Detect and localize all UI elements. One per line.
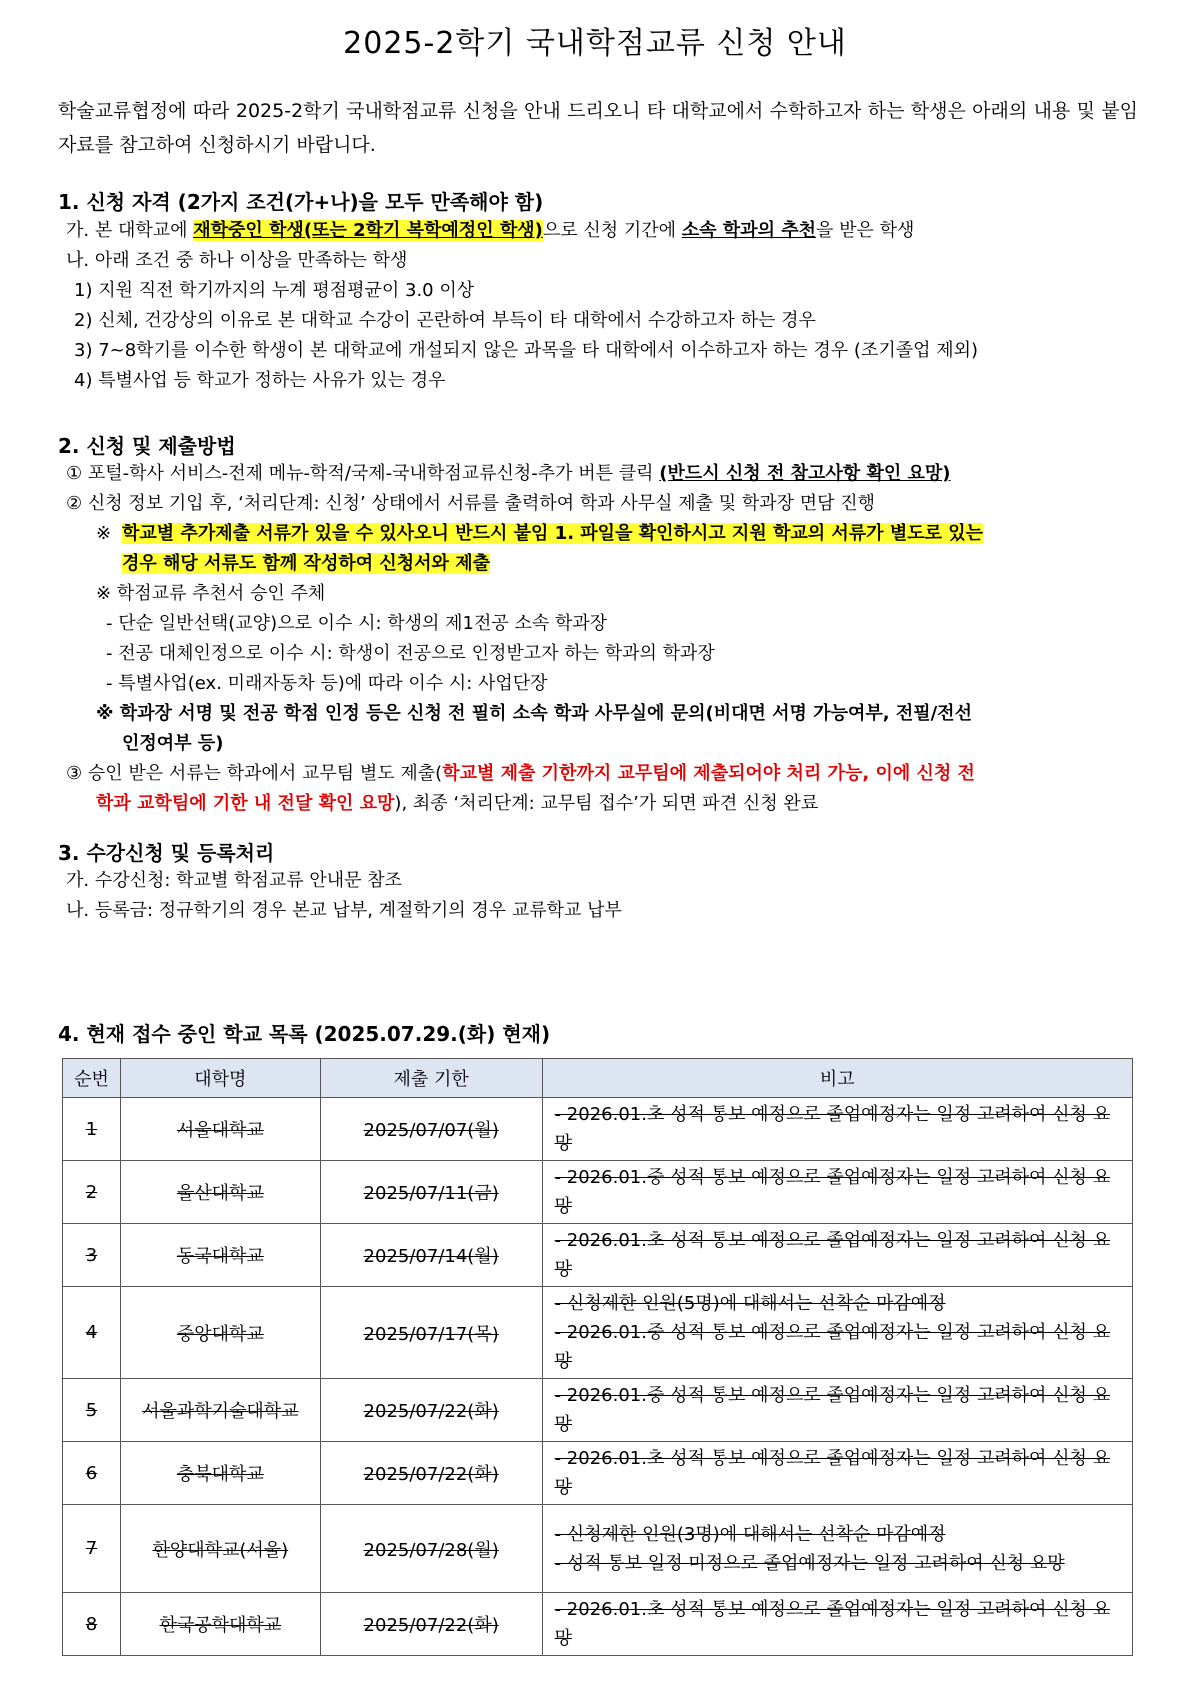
s2-approver-3: - 특별사업(ex. 미래자동차 등)에 따라 이수 시: 사업단장 [106,673,548,694]
school-name: 서울과학기술대학교 [120,1379,320,1442]
section-3-heading: 3. 수강신청 및 등록처리 [58,841,275,865]
section-4-heading: 4. 현재 접수 중인 학교 목록 (2025.07.29.(화) 현재) [58,1022,551,1046]
s1-ga-underline: 소속 학과의 추천 [681,220,816,241]
s3-item-na: 나. 등록금: 정규학기의 경우 본교 납부, 계절학기의 경우 교류학교 납부 [66,900,622,921]
s2-note-1-highlight-1: 학교별 추가제출 서류가 있을 수 있사오니 반드시 붙임 1. 파일을 확인하시고 지원 학교의 서류가 별도로 있는 [122,523,984,544]
school-note-line: - 2026.01.초 성적 통보 예정으로 졸업예정자는 일정 고려하여 신청 요망 [554,1448,1111,1498]
school-note-line: - 2026.01.중 성적 통보 예정으로 졸업예정자는 일정 고려하여 신청 요망 [554,1385,1111,1435]
school-notes [542,1161,1132,1224]
school-name: 동국대학교 [120,1224,320,1287]
school-note-line: - 2026.01.초 성적 통보 예정으로 졸업예정자는 일정 고려하여 신청 요망 [554,1599,1111,1649]
school-no: 6 [63,1442,121,1505]
s2-step-1-emphasis: (반드시 신청 전 참고사항 확인 요망) [659,463,951,484]
school-name: 충북대학교 [120,1442,320,1505]
school-name: 중앙대학교 [120,1287,320,1379]
school-deadline: 2025/07/28(월) [320,1505,542,1593]
s1-item-ga [66,219,914,243]
s1-condition-2: 2) 신체, 건강상의 이유로 본 대학교 수강이 곤란하여 부득이 타 대학에서 수강하고자 하는 경우 [74,310,816,331]
school-notes [542,1287,1132,1379]
school-note-line: - 2026.01.초 성적 통보 예정으로 졸업예정자는 일정 고려하여 신청 요망 [554,1104,1111,1154]
s2-note-3-line-2: 인정여부 등) [122,733,224,754]
school-no: 3 [63,1224,121,1287]
section-2-heading: 2. 신청 및 제출방법 [58,434,236,458]
school-name: 한양대학교(서울) [120,1505,320,1593]
s2-step-2: ② 신청 정보 기입 후, ‘처리단계: 신청’ 상태에서 서류를 출력하여 학과 사무실 제출 및 학과장 면담 진행 [66,493,876,514]
s1-condition-3: 3) 7~8학기를 이수한 학생이 본 대학교에 개설되지 않은 과목을 타 대학에서 이수하고자 하는 경우 (조기졸업 제외) [74,340,979,361]
school-name: 서울대학교 [120,1098,320,1161]
header-deadline: 제출 기한 [320,1059,542,1098]
table-header-row [63,1059,1133,1098]
s3-item-ga: 가. 수강신청: 학교별 학점교류 안내문 참조 [66,870,402,891]
school-table [62,1058,1133,1656]
s1-ga-text-a: 가. 본 대학교에 [66,220,194,241]
s2-step-3-text-a: ③ 승인 받은 서류는 학과에서 교무팀 별도 제출( [66,763,443,784]
s1-condition-1: 1) 지원 직전 학기까지의 누계 평점평균이 3.0 이상 [74,280,475,301]
school-note-line: - 성적 통보 일정 미정으로 졸업예정자는 일정 고려하여 신청 요망 [554,1552,1065,1574]
s2-note-1-mark: ※ [96,523,112,544]
school-no: 7 [63,1505,121,1593]
s2-approver-1: - 단순 일반선택(교양)으로 이수 시: 학생의 제1전공 소속 학과장 [106,613,608,634]
s2-step-3-red-1: 학교별 제출 기한까지 교무팀에 제출되어야 처리 가능, 이에 신청 전 [442,763,975,784]
table-row [63,1098,1133,1161]
school-no: 5 [63,1379,121,1442]
intro-paragraph: 학술교류협정에 따라 2025-2학기 국내학점교류 신청을 안내 드리오니 타 대학교에서 수학하고자 하는 학생은 아래의 내용 및 붙임 자료를 참고하여 신청하시기 바랍니다. [58,100,1138,156]
s2-note-2: ※ 학점교류 추천서 승인 주체 [96,583,326,604]
s2-step-3-text-b: ), 최종 ‘처리단계: 교무팀 접수’가 되면 파견 신청 완료 [394,793,819,814]
school-note-line: - 신청제한 인원(5명)에 대해서는 선착순 마감예정 [554,1293,946,1314]
table-row [63,1442,1133,1505]
s1-item-na: 나. 아래 조건 중 하나 이상을 만족하는 학생 [66,250,408,271]
s2-step-1 [66,462,950,486]
table-row [63,1379,1133,1442]
school-notes [542,1505,1132,1593]
s1-condition-4: 4) 특별사업 등 학교가 정하는 사유가 있는 경우 [74,370,446,391]
table-row [63,1505,1133,1593]
s2-approver-2: - 전공 대체인정으로 이수 시: 학생이 전공으로 인정받고자 하는 학과의 학과장 [106,643,715,664]
school-name: 한국공학대학교 [120,1593,320,1656]
s2-note-1-line-1 [122,522,983,546]
school-notes [542,1098,1132,1161]
school-note-line: - 2026.01.초 성적 통보 예정으로 졸업예정자는 일정 고려하여 신청 요망 [554,1230,1111,1280]
school-name: 울산대학교 [120,1161,320,1224]
school-note-line: - 2026.01.중 성적 통보 예정으로 졸업예정자는 일정 고려하여 신청 요망 [554,1322,1111,1372]
school-deadline: 2025/07/22(화) [320,1442,542,1505]
school-notes [542,1379,1132,1442]
s2-note-1-line-2 [122,552,490,576]
school-deadline: 2025/07/07(월) [320,1098,542,1161]
school-deadline: 2025/07/17(목) [320,1287,542,1379]
school-deadline: 2025/07/22(화) [320,1593,542,1656]
table-row [63,1287,1133,1379]
school-no: 1 [63,1098,121,1161]
s2-step-3-line-1 [66,762,975,786]
s1-ga-text-b: 으로 신청 기간에 [542,220,682,241]
s2-note-1-highlight-2: 경우 해당 서류도 함께 작성하여 신청서와 제출 [122,553,490,574]
school-no: 4 [63,1287,121,1379]
school-notes [542,1224,1132,1287]
school-deadline: 2025/07/22(화) [320,1379,542,1442]
school-deadline: 2025/07/14(월) [320,1224,542,1287]
table-row [63,1224,1133,1287]
page-title: 2025-2학기 국내학점교류 신청 안내 [343,26,847,61]
s2-step-3-red-2: 학과 교학팀에 기한 내 전달 확인 요망 [96,793,395,814]
s1-ga-text-c: 을 받은 학생 [816,220,915,241]
table-row [63,1161,1133,1224]
header-school: 대학명 [120,1059,320,1098]
school-no: 2 [63,1161,121,1224]
s2-step-3-line-2 [96,792,818,816]
table-row [63,1593,1133,1656]
school-deadline: 2025/07/11(금) [320,1161,542,1224]
school-note-line: - 2026.01.중 성적 통보 예정으로 졸업예정자는 일정 고려하여 신청 요망 [554,1167,1111,1217]
header-notes: 비고 [542,1059,1132,1098]
school-no: 8 [63,1593,121,1656]
school-note-line: - 신청제한 인원(3명)에 대해서는 선착순 마감예정 [554,1523,946,1545]
header-no: 순번 [63,1059,121,1098]
school-notes [542,1442,1132,1505]
s2-note-3-line-1: ※ 학과장 서명 및 전공 학점 인정 등은 신청 전 필히 소속 학과 사무실에 문의(비대면 서명 가능여부, 전필/전선 [96,703,972,724]
section-1-heading: 1. 신청 자격 (2가지 조건(가+나)을 모두 만족해야 함) [58,190,544,214]
s1-ga-highlight: 재학중인 학생(또는 2학기 복학예정인 학생) [193,220,543,241]
s2-step-1-text: ① 포털-학사 서비스-전제 메뉴-학적/국제-국내학점교류신청-추가 버튼 클릭 [66,463,660,484]
school-notes [542,1593,1132,1656]
